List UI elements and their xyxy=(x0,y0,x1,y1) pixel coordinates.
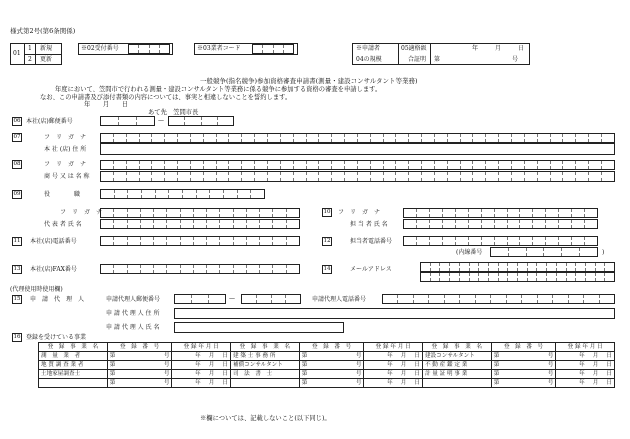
registration-number-cell[interactable] xyxy=(491,379,556,388)
date-year-label: 年 xyxy=(387,352,393,359)
vendor-code-input[interactable] xyxy=(252,44,294,54)
field-number-06: 06 xyxy=(13,118,21,124)
column-header: 登 録 番 号 xyxy=(299,343,364,352)
number-prefix: 第 xyxy=(109,379,116,386)
business-name-cell: 土地家屋調査士 xyxy=(39,370,108,379)
rep-furigana-input[interactable] xyxy=(100,208,300,218)
business-name-cell xyxy=(39,379,108,388)
number-suffix: 号 xyxy=(547,361,554,368)
table-row xyxy=(39,352,615,361)
agent-postal-dash: — xyxy=(229,295,235,302)
column-header: 登 録 番 号 xyxy=(491,343,556,352)
agent-postal-label: 申請代理人郵便番号 xyxy=(106,296,161,303)
column-header: 登 録 事 業 名 xyxy=(230,343,299,352)
registration-number-cell[interactable] xyxy=(299,361,364,370)
registration-date-cell[interactable] xyxy=(172,352,231,361)
number-suffix: 号 xyxy=(163,352,170,359)
business-name-cell: 補償コンサルタント xyxy=(230,361,299,370)
date-year-label: 年 xyxy=(195,361,201,368)
number-suffix: 号 xyxy=(355,370,362,377)
scale-label: 04の規模 xyxy=(356,56,382,63)
date-month-label: 月 xyxy=(592,379,599,386)
number-prefix: 第 xyxy=(109,352,116,359)
number-prefix: 第 xyxy=(301,361,308,368)
new-option[interactable]: 新規 xyxy=(40,45,53,52)
date-year-label: 年 xyxy=(579,352,585,359)
renew-option[interactable]: 更新 xyxy=(40,56,53,63)
registration-date-cell[interactable] xyxy=(556,379,615,388)
agent-address-input[interactable] xyxy=(174,308,615,319)
number-suffix: 号 xyxy=(355,352,362,359)
contact-name-input[interactable] xyxy=(403,219,598,229)
business-name-cell: 建設コンサルタント xyxy=(422,352,491,361)
position-label: 役 職 xyxy=(44,191,81,198)
date-year-label: 年 xyxy=(387,370,393,377)
agent-phone-input[interactable] xyxy=(382,294,615,304)
table-row xyxy=(39,379,615,388)
field-number-12: 12 xyxy=(323,238,331,244)
number-suffix: 号 xyxy=(547,379,554,386)
date-month-label: 月 xyxy=(400,352,407,359)
month-label: 月 xyxy=(495,45,502,52)
date-day-label: 日 xyxy=(222,379,228,386)
field-number-11: 11 xyxy=(13,238,21,244)
registration-date-cell[interactable] xyxy=(556,361,615,370)
number-suffix: 号 xyxy=(547,352,554,359)
date-year-label: 年 xyxy=(195,352,201,359)
extension-close: ) xyxy=(602,249,605,256)
renew-option-number: 2 xyxy=(28,56,32,63)
field-number-14: 14 xyxy=(323,266,331,272)
contact-phone-input[interactable] xyxy=(403,236,598,246)
postal-code-first[interactable] xyxy=(100,116,155,126)
field-number-08: 08 xyxy=(13,161,21,167)
registration-number-cell[interactable] xyxy=(299,379,364,388)
contact-name-label: 担 当 者 氏 名 xyxy=(350,221,388,228)
column-header: 登 録 番 号 xyxy=(107,343,172,352)
business-name-cell: 不 動 産 鑑 定 業 xyxy=(422,361,491,370)
registered-business-label: 登録を受けている事業 xyxy=(26,334,87,341)
date-year-label: 年 xyxy=(579,361,585,368)
number-suffix: 号 xyxy=(163,361,170,368)
date-day-label: 日 xyxy=(606,352,612,359)
date-month-label: 月 xyxy=(592,352,599,359)
business-name-cell: 地 質 調 査 業 者 xyxy=(39,361,108,370)
date-day-label: 日 xyxy=(414,370,420,377)
address-label: 本 社 (店) 住 所 xyxy=(44,146,87,153)
extension-input[interactable] xyxy=(490,247,598,257)
table-row xyxy=(39,370,615,379)
company-furigana-label: フ リ ガ ナ xyxy=(44,161,87,168)
address-furigana-input[interactable] xyxy=(100,133,615,143)
registration-date-cell[interactable] xyxy=(172,370,231,379)
agent-phone-label: 申請代理人電話番号 xyxy=(312,296,367,303)
date-year-label: 年 xyxy=(195,379,201,386)
agent-name-label: 申 請 代 理 人 氏 名 xyxy=(106,324,160,331)
number-suffix: 号 xyxy=(547,370,554,377)
registration-date-cell[interactable] xyxy=(364,379,423,388)
registration-number-cell[interactable] xyxy=(491,352,556,361)
date-month-label: 月 xyxy=(400,379,407,386)
date-month-label: 月 xyxy=(592,370,599,377)
business-name-cell: 司 法 書 士 xyxy=(230,370,299,379)
date-year-label: 年 xyxy=(579,379,585,386)
field-number-09: 09 xyxy=(13,191,21,197)
column-header: 登 録 年 月 日 xyxy=(364,343,423,352)
receipt-number-input[interactable] xyxy=(128,44,170,54)
application-code: 01 xyxy=(13,50,21,57)
number-suffix: 号 xyxy=(163,379,170,386)
registration-date-cell[interactable] xyxy=(556,352,615,361)
rep-name-input[interactable] xyxy=(100,219,300,229)
fax-input[interactable] xyxy=(100,264,300,274)
number-prefix: 第 xyxy=(301,352,308,359)
registration-date-cell[interactable] xyxy=(364,352,423,361)
date-month-label: 月 xyxy=(400,361,407,368)
date-month-label: 月 xyxy=(208,352,215,359)
date-month-label: 月 xyxy=(592,361,599,368)
year-label: 年 xyxy=(472,45,479,52)
date-day-label: 日 xyxy=(606,370,612,377)
agent-note: (代理使用時使用欄) xyxy=(10,286,63,293)
contact-furigana-label: フ リ ガ ナ xyxy=(338,209,381,216)
company-name-label: 商 号 又 は 名 称 xyxy=(44,173,90,180)
new-option-number: 1 xyxy=(28,45,32,52)
business-name-cell: 計 量 証 明 事 業 xyxy=(422,370,491,379)
form-title: 一般競争(指名競争)参加資格審査申請書(測量・建設コンサルタント等業務) xyxy=(200,77,418,85)
agent-label: 申 請 代 理 人 xyxy=(30,296,85,303)
registration-date-cell[interactable] xyxy=(556,370,615,379)
fax-label: 本社(店)FAX番号 xyxy=(30,266,77,273)
column-header: 登 録 年 月 日 xyxy=(556,343,615,352)
date-day-label: 日 xyxy=(606,361,612,368)
agent-postal-second[interactable] xyxy=(241,294,301,304)
date-year-label: 年 xyxy=(387,361,393,368)
number-prefix: 第 xyxy=(109,370,116,377)
number-prefix: 第 xyxy=(493,370,500,377)
date-month-label: 月 xyxy=(208,379,215,386)
number-suffix: 号 xyxy=(163,370,170,377)
date-month-label: 月 xyxy=(400,370,407,377)
contact-furigana-input[interactable] xyxy=(403,208,598,218)
field-number-10: 10 xyxy=(323,209,331,215)
date-line: 年 月 日 xyxy=(84,101,129,108)
number-suffix: 号 xyxy=(512,56,519,63)
email-input-1[interactable] xyxy=(420,262,615,272)
registration-number-cell[interactable] xyxy=(107,352,172,361)
registration-number-cell[interactable] xyxy=(491,370,556,379)
date-year-label: 年 xyxy=(195,370,201,377)
registration-number-cell[interactable] xyxy=(107,379,172,388)
column-header: 登 録 事 業 名 xyxy=(422,343,491,352)
registered-business-table xyxy=(38,342,615,388)
registration-number-cell[interactable] xyxy=(299,352,364,361)
date-month-label: 月 xyxy=(208,361,215,368)
field-number-16: 16 xyxy=(13,334,21,340)
field-number-15: 15 xyxy=(13,296,21,302)
footnote: ※欄については、記載しないこと(以下同じ)。 xyxy=(200,415,331,422)
company-name-input[interactable] xyxy=(100,171,615,182)
intro-line-2: なお、この申請書及び添付書類の内容については、事実と相違しないことを誓約します。 xyxy=(40,94,292,101)
position-input[interactable] xyxy=(100,189,265,199)
date-day-label: 日 xyxy=(414,379,420,386)
phone-label: 本社(店)電話番号 xyxy=(30,238,77,245)
date-year-label: 年 xyxy=(579,370,585,377)
extension-label: (内線番号 xyxy=(456,249,483,256)
day-label: 日 xyxy=(518,45,525,52)
eligibility-label: 05適格級 xyxy=(401,45,427,52)
email-input-2[interactable] xyxy=(420,272,615,282)
date-day-label: 日 xyxy=(222,361,228,368)
registration-date-cell[interactable] xyxy=(364,361,423,370)
number-suffix: 号 xyxy=(355,361,362,368)
addressee: あて先 笠間市長 xyxy=(148,109,199,116)
registration-date-cell[interactable] xyxy=(364,370,423,379)
registration-number-cell[interactable] xyxy=(107,370,172,379)
vendor-code-label: ※03業者コード xyxy=(197,45,241,52)
agent-address-label: 申 請 代 理 人 住 所 xyxy=(106,310,160,317)
table-header-row xyxy=(39,343,615,352)
date-day-label: 日 xyxy=(606,379,612,386)
business-name-cell xyxy=(230,379,299,388)
email-label: メールアドレス xyxy=(350,266,392,273)
date-day-label: 日 xyxy=(414,352,420,359)
contact-phone-label: 担当者電話番号 xyxy=(350,238,393,245)
address-input[interactable] xyxy=(100,143,615,155)
agent-name-input[interactable] xyxy=(174,322,344,333)
intro-line-1: 年度において、笠間市で行われる測量・建設コンサルタント等業務に係る競争に参加する資格の審査を申請します。 xyxy=(55,86,382,93)
field-number-13: 13 xyxy=(13,266,21,272)
registration-number-cell[interactable] xyxy=(107,361,172,370)
certificate-label: 合証明 xyxy=(408,56,427,63)
number-suffix: 号 xyxy=(355,379,362,386)
form-number: 様式第2号(第6条関係) xyxy=(10,27,76,35)
date-day-label: 日 xyxy=(222,352,228,359)
date-year-label: 年 xyxy=(387,379,393,386)
number-prefix: 第 xyxy=(493,361,500,368)
registration-date-cell[interactable] xyxy=(172,379,231,388)
applicant-label: ※申請者 xyxy=(356,45,381,52)
column-header: 登 録 事 業 名 xyxy=(39,343,108,352)
rep-furigana-label: フ リ ガ ナ xyxy=(60,209,103,216)
business-name-cell xyxy=(422,379,491,388)
registration-number-cell[interactable] xyxy=(299,370,364,379)
number-prefix: 第 xyxy=(109,361,116,368)
registration-date-cell[interactable] xyxy=(172,361,231,370)
field-number-07: 07 xyxy=(13,134,21,140)
postal-dash: — xyxy=(158,117,164,124)
column-header: 登 録 年 月 日 xyxy=(172,343,231,352)
date-month-label: 月 xyxy=(208,370,215,377)
business-name-cell: 測 量 業 者 xyxy=(39,352,108,361)
company-furigana-input[interactable] xyxy=(100,160,615,170)
address-furigana-label: フ リ ガ ナ xyxy=(44,134,87,141)
postal-code-second[interactable] xyxy=(168,116,234,126)
agent-postal-first[interactable] xyxy=(174,294,226,304)
business-name-cell: 建 築 士 事 務 所 xyxy=(230,352,299,361)
receipt-number-label: ※02受付番号 xyxy=(81,45,119,52)
rep-name-label: 代 表 者 氏 名 xyxy=(44,221,82,228)
number-prefix: 第 xyxy=(434,56,441,63)
date-day-label: 日 xyxy=(414,361,420,368)
postal-code-label: 本社(店)郵便番号 xyxy=(26,118,73,125)
registration-number-cell[interactable] xyxy=(491,361,556,370)
phone-input[interactable] xyxy=(100,236,300,246)
number-prefix: 第 xyxy=(301,379,308,386)
number-prefix: 第 xyxy=(301,370,308,377)
number-prefix: 第 xyxy=(493,352,500,359)
table-row xyxy=(39,361,615,370)
date-day-label: 日 xyxy=(222,370,228,377)
number-prefix: 第 xyxy=(493,379,500,386)
